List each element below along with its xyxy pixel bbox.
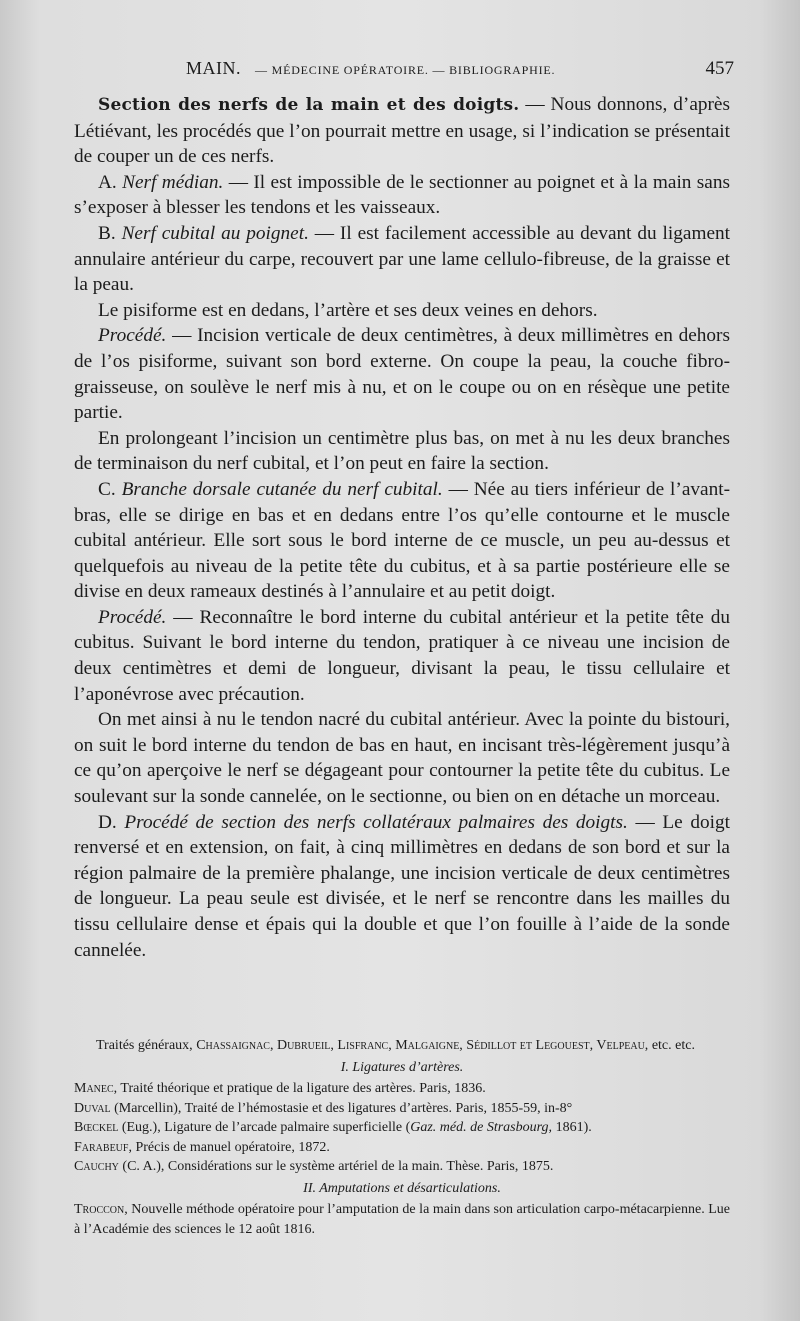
procede-label-b: Procédé. bbox=[98, 325, 167, 347]
label-b: B. bbox=[98, 222, 116, 244]
text-b: — Il est facilement accessible au devant du ligament annulaire antérieur du carpe, recouvert par une lame cellulo-fibreuse, de la graisse et la peau. bbox=[74, 222, 731, 296]
bib-traites-authors: Chassaignac, Dubrueil, Lisfranc, Malgaigne, Sédillot et Legouest, Velpeau, bbox=[196, 1038, 649, 1053]
paragraph-pisiforme: Le pisiforme est en dedans, l’artère et ses deux veines en dehors. bbox=[98, 299, 598, 321]
bib-text: Traité théorique et pratique de la ligature des artères. Paris, 1836. bbox=[117, 1081, 486, 1096]
title-b: Nerf cubital au poignet. bbox=[121, 222, 309, 244]
bib-text: Précis de manuel opératoire, 1872. bbox=[131, 1139, 330, 1155]
paragraph-a bbox=[74, 170, 730, 221]
main-text bbox=[74, 92, 730, 963]
bib-traites bbox=[74, 1036, 730, 1056]
title-d: Procédé de section des nerfs collatéraux palmaires des doigts. bbox=[124, 811, 628, 833]
paragraph-d bbox=[74, 810, 730, 964]
bib-journal: Gaz. méd. de Strasbourg, bbox=[410, 1120, 553, 1135]
paragraph-b-procede bbox=[74, 323, 730, 425]
bibliography bbox=[74, 1036, 730, 1239]
bib-author: Manec, bbox=[74, 1081, 118, 1096]
section-title: Section des nerfs de la main et des doigts. bbox=[98, 95, 520, 115]
bib-traites-suffix: etc. etc. bbox=[651, 1038, 695, 1053]
bib-entry bbox=[74, 1079, 730, 1099]
text-d: — Le doigt renversé et en extension, on fait, à cinq millimètres en dedans de son bord et sur la région palmaire de la première phalange, une incision verticale de deux centimètres de longueur. La peau seule est divisée, et le nerf se rencontre dans les mailles du tissu cellulaire dense et épais qui la double et que l’on fouille à l’aide de la sonde cannelée. bbox=[74, 811, 730, 961]
label-a: A. bbox=[98, 171, 117, 193]
header-title: MAIN. bbox=[186, 58, 241, 78]
running-header bbox=[74, 58, 734, 88]
label-c: C. bbox=[98, 478, 116, 500]
bib-author: Bœckel bbox=[74, 1120, 119, 1135]
paragraph-prolong: En prolongeant l’incision un centimètre plus bas, on met à nu les deux branches de terminaison du nerf cubital, et l’on peut en faire la section. bbox=[74, 427, 730, 475]
paragraph-c-procede bbox=[74, 605, 730, 707]
bib-entry bbox=[74, 1138, 730, 1158]
bib-text: (Marcellin), Traité de l’hémostasie et des ligatures d’artères. Paris, 1855-59, in-8° bbox=[110, 1100, 573, 1116]
intro-text: — Nous donnons, d’après Létiévant, les procédés que l’on pourrait mettre en usage, si l’indication se présentait de couper un de ces nerfs. bbox=[74, 94, 730, 168]
bib-traites-prefix: Traités généraux, bbox=[96, 1038, 193, 1053]
header-subtitle: — MÉDECINE OPÉRATOIRE. — BIBLIOGRAPHIE. bbox=[255, 63, 556, 77]
page-number: 457 bbox=[705, 58, 734, 79]
bib-author: Troccon, bbox=[74, 1202, 128, 1217]
bib-tail: 1861). bbox=[552, 1120, 592, 1135]
text-a: — Il est impossible de le sectionner au poignet et à la main sans s’exposer à blesser les tendons et les vaisseaux. bbox=[74, 171, 731, 219]
paragraph-c bbox=[74, 477, 730, 605]
procede-label-c: Procédé. bbox=[98, 606, 167, 628]
bib-text: (Eug.), Ligature de l’arcade palmaire superficielle ( bbox=[118, 1120, 411, 1135]
bib-entry bbox=[74, 1118, 730, 1138]
bib-section-1-title bbox=[74, 1058, 730, 1078]
bib-entry bbox=[74, 1099, 730, 1119]
procede-text-b: — Incision verticale de deux centimètres, à deux millimètres en dehors de l’os pisiforme, suivant son bord externe. On coupe la peau, la couche fibro-graisseuse, on soulève le nerf mis à nu, et on le coupe ou on en résèque une petite partie. bbox=[74, 325, 730, 424]
bib-section-2-title-text: II. Amputations et désarticulations. bbox=[303, 1180, 501, 1196]
bib-author: Cauchy bbox=[74, 1159, 119, 1174]
label-d: D. bbox=[98, 811, 117, 833]
bib-text: Nouvelle méthode opératoire pour l’amputation de la main dans son articulation carpo-métacarpienne. Lue à l’Académie des sciences le 12 août 1816. bbox=[74, 1202, 730, 1237]
procede-text-c: — Reconnaître le bord interne du cubital antérieur et la petite tête du cubitus. Suivant le bord interne du tendon, pratiquer à ce niveau une incision de deux centimètres et demi de longueur, divisant la peau, le tissu cellulaire et l’aponévrose avec précaution. bbox=[74, 606, 730, 705]
bib-author: Farabeuf, bbox=[74, 1139, 132, 1155]
title-c: Branche dorsale cutanée du nerf cubital. bbox=[121, 478, 443, 500]
section-intro bbox=[74, 92, 730, 170]
bib-entry bbox=[74, 1157, 730, 1177]
bib-author: Duval bbox=[74, 1100, 111, 1116]
title-a: Nerf médian. bbox=[122, 171, 224, 193]
bib-section-1-title-text: I. Ligatures d’artères. bbox=[340, 1059, 464, 1075]
bib-entry bbox=[74, 1200, 730, 1239]
text-c: — Née au tiers inférieur de l’avant-bras, elle se dirige en bas et en dedans entre l’os qu’elle contourne et le muscle cubital antérieur. Elle sort sous le bord interne de ce muscle, un peu au-dessus et quelquefois au niveau de la petite tête du cubitus, et à sa partie postérieure elle se divise en deux rameaux destinés à l’annulaire et au petit doigt. bbox=[74, 478, 731, 603]
paragraph-b bbox=[74, 221, 730, 298]
bib-text: (C. A.), Considérations sur le système artériel de la main. Thèse. Paris, 1875. bbox=[118, 1159, 554, 1174]
paragraph-met: On met ainsi à nu le tendon nacré du cubital antérieur. Avec la pointe du bistouri, on suit le bord interne du tendon de bas en haut, en incisant très-légèrement jusqu’à ce qu’on aperçoive le nerf se dégageant pour contourner la petite tête du cubitus. Le soulevant sur la sonde cannelée, on le sectionne, ou bien on en détache un morceau. bbox=[74, 709, 730, 808]
bib-section-2-title bbox=[74, 1179, 730, 1199]
